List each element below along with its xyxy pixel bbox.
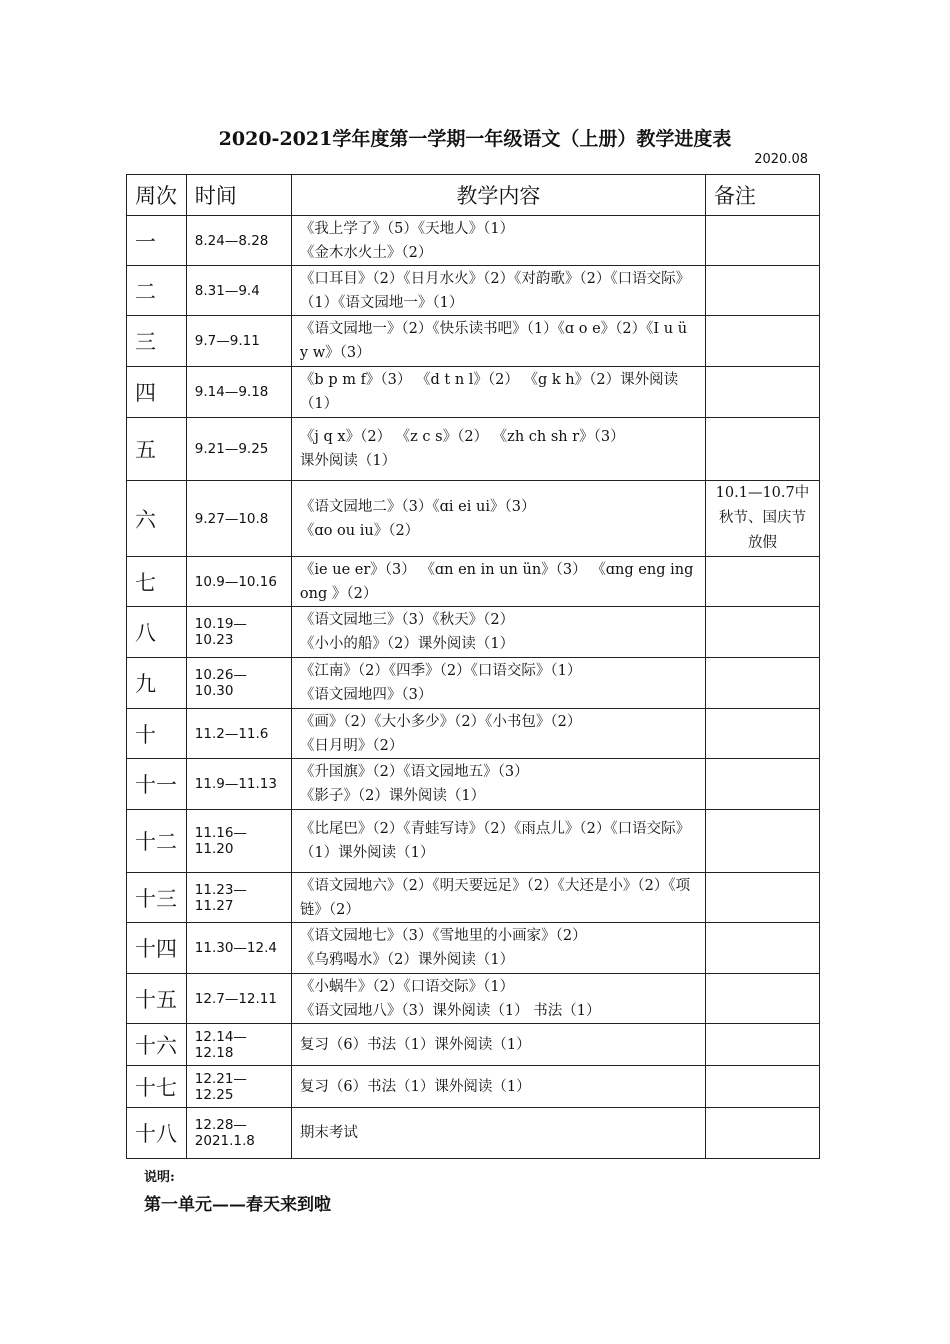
content-cell: 《我上学了》（5）《天地人》（1） 《金木水火土》（2） xyxy=(291,216,705,266)
note-cell xyxy=(705,810,819,873)
content-cell: 《江南》（2）《四季》（2）《口语交际》（1） 《语文园地四》（3） xyxy=(291,658,705,709)
content-cell: 《升国旗》（2）《语文园地五》（3） 《影子》（2）课外阅读（1） xyxy=(291,759,705,810)
week-cell: 十七 xyxy=(127,1066,187,1108)
table-row xyxy=(127,810,820,873)
table-row xyxy=(127,418,820,481)
content-cell: 《语文园地七》（3）《雪地里的小画家》（2） 《乌鸦喝水》（2）课外阅读（1） xyxy=(291,923,705,974)
table-row xyxy=(127,1066,820,1108)
week-cell: 七 xyxy=(127,557,187,607)
note-cell xyxy=(705,709,819,759)
time-cell: 12.14—12.18 xyxy=(186,1024,291,1066)
note-cell xyxy=(705,367,819,418)
table-row xyxy=(127,759,820,810)
week-cell: 二 xyxy=(127,266,187,316)
content-cell: 《ie ue er》（3） 《ɑn en in un ün》（3） 《ɑng eng ing ong 》（2） xyxy=(291,557,705,607)
table-row xyxy=(127,557,820,607)
note-cell xyxy=(705,557,819,607)
content-cell: 《b p m f》（3） 《d t n l》（2） 《g k h》（2）课外阅读（1） xyxy=(291,367,705,418)
table-row xyxy=(127,216,820,266)
header-week: 周次 xyxy=(127,175,187,216)
note-cell xyxy=(705,923,819,974)
header-content: 教学内容 xyxy=(291,175,705,216)
week-cell: 十六 xyxy=(127,1024,187,1066)
note-cell xyxy=(705,316,819,367)
week-cell: 十八 xyxy=(127,1108,187,1159)
note-cell xyxy=(705,1108,819,1159)
time-cell: 11.9—11.13 xyxy=(186,759,291,810)
week-cell: 九 xyxy=(127,658,187,709)
content-cell: 《小蜗牛》（2）《口语交际》（1） 《语文园地八》（3）课外阅读（1） 书法（1） xyxy=(291,974,705,1024)
week-cell: 十 xyxy=(127,709,187,759)
table-row xyxy=(127,481,820,557)
time-cell: 10.26—10.30 xyxy=(186,658,291,709)
content-cell: 《语文园地二》（3）《ɑi ei ui》（3） 《ɑo ou iu》（2） xyxy=(291,481,705,557)
time-cell: 11.2—11.6 xyxy=(186,709,291,759)
table-row xyxy=(127,658,820,709)
page-title: 2020-2021学年度第一学期一年级语文（上册）教学进度表 xyxy=(218,128,732,150)
note-cell xyxy=(705,658,819,709)
explanation-label: 说明: xyxy=(144,1170,175,1185)
note-cell xyxy=(705,1024,819,1066)
document-date: 2020.08 xyxy=(754,152,808,167)
note-cell xyxy=(705,1066,819,1108)
unit-title: 第一单元——春天来到啦 xyxy=(144,1195,331,1215)
table-row xyxy=(127,607,820,658)
week-cell: 三 xyxy=(127,316,187,367)
table-row xyxy=(127,316,820,367)
table-row xyxy=(127,1108,820,1159)
time-cell: 9.27—10.8 xyxy=(186,481,291,557)
week-cell: 十五 xyxy=(127,974,187,1024)
content-cell: 《口耳目》（2）《日月水火》（2）《对韵歌》（2）《口语交际》（1）《语文园地一》（1） xyxy=(291,266,705,316)
content-cell: 复习（6）书法（1）课外阅读（1） xyxy=(291,1024,705,1066)
table-row xyxy=(127,873,820,923)
time-cell: 12.28—2021.1.8 xyxy=(186,1108,291,1159)
note-cell: 10.1—10.7中秋节、国庆节放假 xyxy=(705,481,819,557)
note-cell xyxy=(705,974,819,1024)
time-cell: 8.24—8.28 xyxy=(186,216,291,266)
week-cell: 十三 xyxy=(127,873,187,923)
time-cell: 11.30—12.4 xyxy=(186,923,291,974)
table-row xyxy=(127,709,820,759)
content-cell: 《j q x》（2） 《z c s》（2） 《zh ch sh r》（3） 课外阅读（1） xyxy=(291,418,705,481)
week-cell: 十四 xyxy=(127,923,187,974)
week-cell: 一 xyxy=(127,216,187,266)
time-cell: 11.23—11.27 xyxy=(186,873,291,923)
note-cell xyxy=(705,607,819,658)
time-cell: 10.9—10.16 xyxy=(186,557,291,607)
time-cell: 9.14—9.18 xyxy=(186,367,291,418)
time-cell: 12.7—12.11 xyxy=(186,974,291,1024)
content-cell: 《语文园地三》（3）《秋天》（2） 《小小的船》（2）课外阅读（1） xyxy=(291,607,705,658)
note-cell xyxy=(705,418,819,481)
week-cell: 十一 xyxy=(127,759,187,810)
time-cell: 9.7—9.11 xyxy=(186,316,291,367)
table-row xyxy=(127,367,820,418)
schedule-table xyxy=(126,174,820,1159)
time-cell: 12.21—12.25 xyxy=(186,1066,291,1108)
table-body xyxy=(127,216,820,1159)
header-note: 备注 xyxy=(705,175,819,216)
time-cell: 8.31—9.4 xyxy=(186,266,291,316)
header-time: 时间 xyxy=(186,175,291,216)
note-cell xyxy=(705,759,819,810)
week-cell: 十二 xyxy=(127,810,187,873)
table-row xyxy=(127,923,820,974)
time-cell: 11.16—11.20 xyxy=(186,810,291,873)
content-cell: 《语文园地一》（2）《快乐读书吧》（1）《ɑ o e》（2）《I u ü y w》（3） xyxy=(291,316,705,367)
table-header-row xyxy=(127,175,820,216)
content-cell: 《语文园地六》（2）《明天要远足》（2）《大还是小》（2）《项链》（2） xyxy=(291,873,705,923)
table-row xyxy=(127,266,820,316)
content-cell: 复习（6）书法（1）课外阅读（1） xyxy=(291,1066,705,1108)
content-cell: 期末考试 xyxy=(291,1108,705,1159)
content-cell: 《画》（2）《大小多少》（2）《小书包》（2） 《日月明》（2） xyxy=(291,709,705,759)
week-cell: 四 xyxy=(127,367,187,418)
note-cell xyxy=(705,873,819,923)
week-cell: 五 xyxy=(127,418,187,481)
time-cell: 9.21—9.25 xyxy=(186,418,291,481)
table-row xyxy=(127,974,820,1024)
table-row xyxy=(127,1024,820,1066)
time-cell: 10.19—10.23 xyxy=(186,607,291,658)
week-cell: 八 xyxy=(127,607,187,658)
note-cell xyxy=(705,266,819,316)
week-cell: 六 xyxy=(127,481,187,557)
note-cell xyxy=(705,216,819,266)
content-cell: 《比尾巴》（2）《青蛙写诗》（2）《雨点儿》（2）《口语交际》（1）课外阅读（1） xyxy=(291,810,705,873)
